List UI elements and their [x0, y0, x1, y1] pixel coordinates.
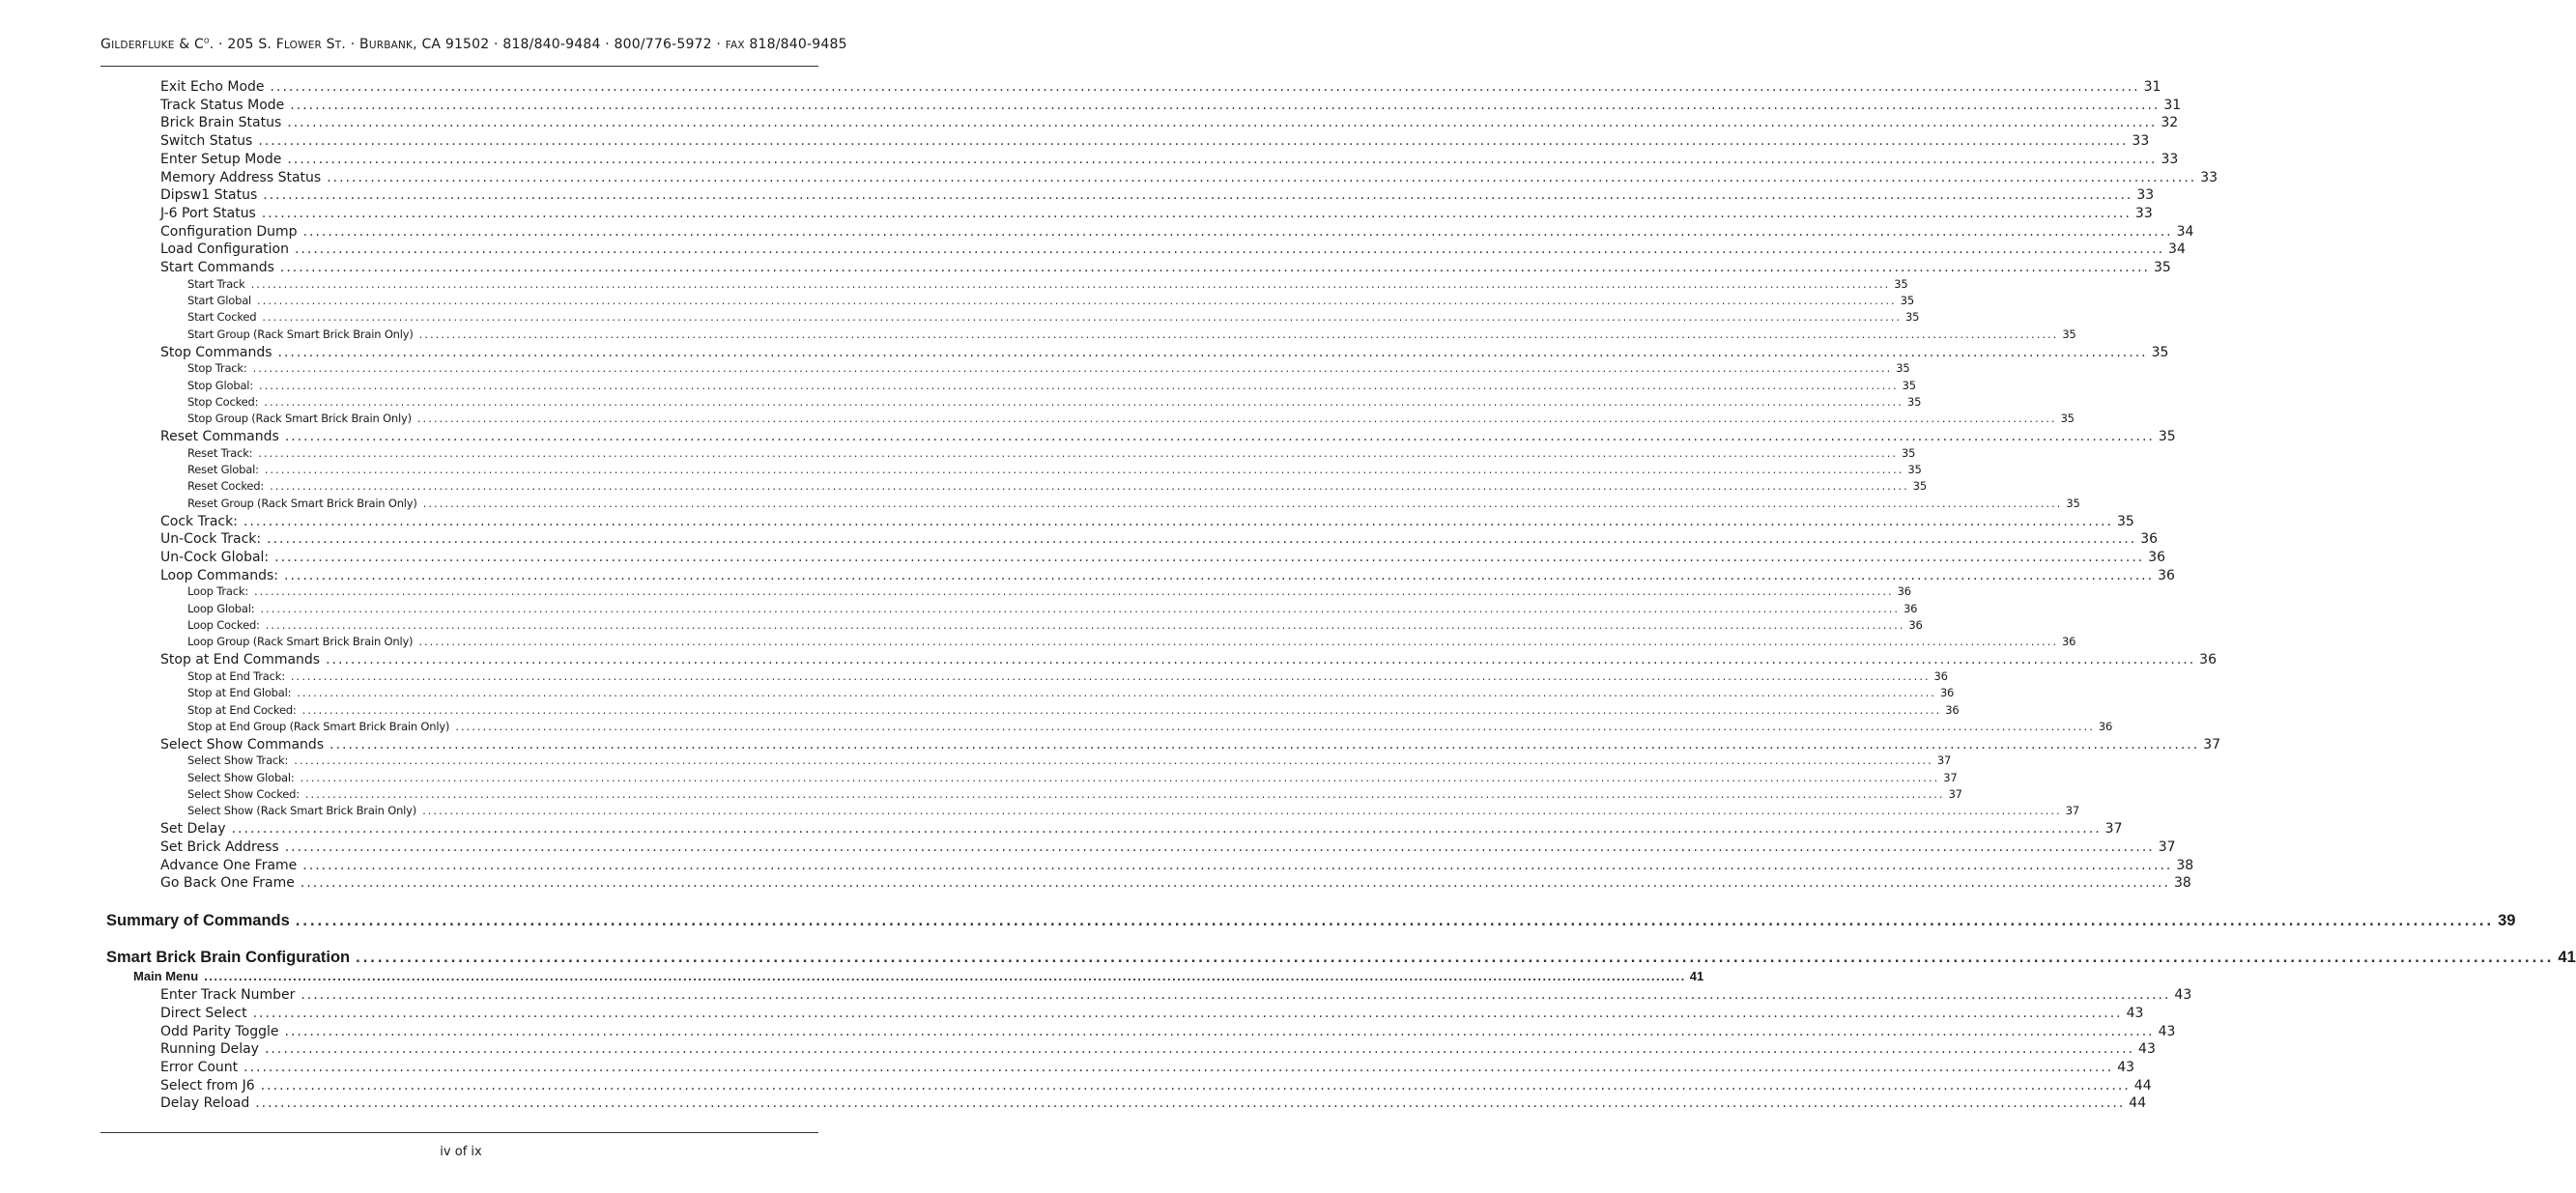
toc-entry-title: Configuration Dump — [160, 223, 298, 240]
header-divider — [100, 66, 818, 67]
toc-leader-dots: ............................................................................................................................................................................................................................................................................................................ — [356, 949, 2555, 967]
toc-entry[interactable] — [160, 1095, 2147, 1113]
toc-entry[interactable] — [160, 223, 2194, 241]
toc-entry-title: Select Show Commands — [160, 736, 325, 753]
toc-leader-dots: ............................................................................................................................................................................................................................................................................................................ — [287, 115, 2158, 131]
toc-entry[interactable] — [160, 115, 2179, 132]
toc-entry[interactable] — [106, 949, 2576, 970]
fax-number: 818/840-9485 — [744, 37, 847, 52]
toc-entry-page: 33 — [2134, 205, 2153, 221]
toc-entry[interactable] — [187, 668, 1948, 685]
header-separator: . · — [209, 37, 228, 52]
toc-entry-title: Stop Commands — [160, 344, 272, 360]
toc-entry[interactable] — [187, 702, 1960, 719]
company-initial: G — [100, 37, 112, 52]
toc-leader-dots: ............................................................................................................................................................................................................................................................................................................ — [250, 276, 1891, 291]
toc-entry[interactable] — [187, 327, 2076, 343]
toc-entry-page: 36 — [2148, 549, 2166, 565]
toc-leader-dots: ............................................................................................................................................................................................................................................................................................................ — [418, 635, 2058, 649]
toc-entry[interactable] — [160, 838, 2176, 857]
toc-leader-dots: ............................................................................................................................................................................................................................................................................................................ — [284, 1023, 2155, 1039]
toc-entry[interactable] — [187, 787, 1962, 803]
toc-leader-dots: ............................................................................................................................................................................................................................................................................................................ — [264, 394, 1903, 409]
toc-leader-dots: ............................................................................................................................................................................................................................................................................................................ — [277, 344, 2148, 360]
toc-entry-page: 33 — [2161, 151, 2179, 167]
toc-leader-dots: ............................................................................................................................................................................................................................................................................................................ — [290, 97, 2161, 113]
toc-leader-dots: ............................................................................................................................................................................................................................................................................................................ — [243, 513, 2114, 529]
toc-entry[interactable] — [187, 394, 1922, 411]
toc-entry-page: 35 — [1896, 361, 1910, 376]
toc-leader-dots: ............................................................................................................................................................................................................................................................................................................ — [302, 223, 2173, 240]
toc-leader-dots: ............................................................................................................................................................................................................................................................................................................ — [243, 1060, 2114, 1075]
toc-entry-page: 37 — [1943, 770, 1958, 784]
toc-entry[interactable] — [160, 205, 2153, 223]
state-zip-phones: , CA 91502 · 818/840-9484 · 800/776-5972 · — [413, 37, 726, 52]
company-ampersand: & — [174, 37, 195, 52]
toc-entry-page: 36 — [2199, 652, 2217, 668]
company-co-superscript: O — [204, 37, 210, 45]
toc-entry[interactable] — [187, 601, 1918, 617]
toc-entry[interactable] — [160, 821, 2123, 838]
toc-entry-page: 35 — [2151, 344, 2169, 360]
toc-entry-title: Set Delay — [160, 821, 226, 838]
street-name-smallcaps: LOWER — [283, 40, 323, 51]
toc-entry-page: 43 — [2158, 1023, 2176, 1039]
toc-entry-title: Select Show Track: — [187, 753, 289, 768]
toc-entry-page: 33 — [2200, 169, 2218, 185]
street-initial: F — [275, 37, 284, 52]
toc-entry-page: 37 — [2203, 736, 2221, 753]
footer-divider — [100, 1132, 818, 1133]
toc-leader-dots: ............................................................................................................................................................................................................................................................................................................ — [416, 412, 2057, 426]
toc-entry-title: Track Status Mode — [160, 97, 285, 113]
toc-entry[interactable] — [160, 133, 2150, 151]
toc-entry-page: 31 — [2143, 79, 2161, 95]
toc-entry[interactable] — [160, 531, 2159, 549]
toc-entry-title: Start Cocked — [187, 310, 257, 325]
toc-entry[interactable] — [187, 294, 1914, 309]
toc-entry-title: Reset Cocked: — [187, 479, 265, 494]
toc-entry[interactable] — [133, 969, 1704, 985]
toc-entry-title: Loop Cocked: — [187, 618, 260, 632]
toc-leader-dots: ............................................................................................................................................................................................................................................................................................................ — [327, 169, 2197, 185]
toc-entry-page: 36 — [1903, 601, 1918, 615]
toc-entry-page: 35 — [1894, 276, 1908, 291]
toc-entry-page: 39 — [2498, 912, 2516, 930]
toc-entry-title: Start Commands — [160, 260, 274, 275]
toc-leader-dots: ............................................................................................................................................................................................................................................................................................................ — [257, 294, 1897, 308]
toc-entry-title: Loop Global: — [187, 601, 255, 615]
toc-leader-dots: ............................................................................................................................................................................................................................................................................................................ — [258, 445, 1899, 460]
toc-entry-title: Odd Parity Toggle — [160, 1023, 279, 1039]
toc-leader-dots: ............................................................................................................................................................................................................................................................................................................ — [418, 327, 2059, 341]
toc-entry-title: Reset Commands — [160, 429, 279, 444]
toc-entry[interactable] — [187, 445, 1916, 462]
toc-entry-page: 36 — [1897, 584, 1911, 599]
toc-entry-title: Un-Cock Global: — [160, 549, 270, 565]
toc-entry-page: 36 — [2140, 531, 2159, 548]
toc-entry-title: Select Show Global: — [187, 770, 295, 784]
toc-leader-dots: ............................................................................................................................................................................................................................................................................................................ — [301, 987, 2171, 1004]
toc-entry[interactable] — [160, 344, 2169, 362]
toc-entry[interactable] — [160, 1005, 2144, 1023]
toc-entry-title: Load Configuration — [160, 241, 289, 258]
toc-entry[interactable] — [160, 1077, 2152, 1095]
toc-entry[interactable] — [187, 463, 1922, 478]
toc-entry[interactable] — [187, 635, 2076, 650]
toc-entry-page: 37 — [2158, 838, 2176, 855]
toc-entry-title: Cock Track: — [160, 513, 238, 529]
toc-entry[interactable] — [160, 429, 2176, 446]
toc-entry-title: Stop Global: — [187, 378, 253, 392]
toc-leader-dots: ............................................................................................................................................................................................................................................................................................................ — [287, 151, 2158, 167]
toc-leader-dots: ............................................................................................................................................................................................................................................................................................................ — [455, 719, 2095, 733]
toc-entry[interactable] — [187, 361, 1910, 377]
page-header — [100, 37, 847, 52]
toc-entry-title: Loop Group (Rack Smart Brick Brain Only) — [187, 635, 414, 649]
toc-entry-title: Select Show (Rack Smart Brick Brain Only) — [187, 804, 417, 818]
toc-entry[interactable] — [187, 804, 2079, 819]
page-number: iv of ix — [440, 1145, 482, 1159]
toc-entry[interactable] — [160, 1041, 2156, 1059]
toc-entry-title: Memory Address Status — [160, 169, 322, 185]
toc-leader-dots: ............................................................................................................................................................................................................................................................................................................ — [302, 857, 2173, 873]
toc-entry-title: Stop at End Group (Rack Smart Brick Brain Only) — [187, 719, 450, 733]
toc-leader-dots: ............................................................................................................................................................................................................................................................................................................ — [284, 567, 2155, 583]
toc-entry-title: Delay Reload — [160, 1095, 250, 1112]
toc-entry-title: Stop at End Commands — [160, 652, 321, 668]
toc-leader-dots: ............................................................................................................................................................................................................................................................................................................ — [261, 205, 2132, 221]
toc-entry-page: 36 — [2062, 635, 2076, 649]
toc-entry-title: Reset Track: — [187, 445, 253, 460]
toc-entry-page: 36 — [2098, 719, 2113, 733]
toc-entry-title: Advance One Frame — [160, 857, 298, 873]
toc-entry[interactable] — [187, 310, 1920, 326]
toc-entry[interactable] — [187, 276, 1908, 293]
city-name-smallcaps: URBANK — [368, 40, 414, 51]
toc-entry-page: 34 — [2168, 241, 2186, 258]
toc-entry-title: Un-Cock Track: — [160, 531, 262, 548]
toc-leader-dots: ............................................................................................................................................................................................................................................................................................................ — [304, 787, 1945, 801]
toc-entry-page: 37 — [1948, 787, 1962, 801]
toc-entry-page: 35 — [2117, 513, 2134, 529]
toc-entry-page: 33 — [2132, 133, 2150, 150]
toc-leader-dots: ............................................................................................................................................................................................................................................................................................................ — [270, 79, 2140, 95]
toc-leader-dots: ............................................................................................................................................................................................................................................................................................................ — [329, 736, 2200, 753]
toc-entry-title: Summary of Commands — [106, 912, 290, 930]
toc-entry-title: Direct Select — [160, 1005, 247, 1021]
company-name-smallcaps: ILDERFLUKE — [111, 40, 175, 51]
toc-leader-dots: ............................................................................................................................................................................................................................................................................................................ — [290, 668, 1931, 683]
toc-entry[interactable] — [160, 513, 2134, 531]
toc-entry-page: 36 — [1933, 668, 1948, 683]
toc-entry-page: 36 — [1945, 702, 1960, 717]
toc-leader-dots: ............................................................................................................................................................................................................................................................................................................ — [284, 429, 2155, 444]
toc-leader-dots: ............................................................................................................................................................................................................................................................................................................ — [279, 260, 2150, 275]
toc-entry-page: 43 — [2174, 987, 2192, 1004]
toc-leader-dots: ............................................................................................................................................................................................................................................................................................................ — [300, 770, 1940, 784]
toc-leader-dots: ............................................................................................................................................................................................................................................................................................................ — [294, 241, 2165, 258]
toc-leader-dots: ............................................................................................................................................................................................................................................................................................................ — [301, 702, 1942, 717]
toc-entry-page: 33 — [2136, 187, 2155, 204]
toc-leader-dots: ............................................................................................................................................................................................................................................................................................................ — [264, 463, 1904, 477]
street-suffix-initial: S — [322, 37, 335, 52]
toc-entry-title: Loop Commands: — [160, 567, 278, 583]
toc-entry-title: Set Brick Address — [160, 838, 279, 855]
toc-entry-title: Stop Group (Rack Smart Brick Brain Only) — [187, 412, 412, 426]
toc-entry[interactable] — [160, 987, 2192, 1005]
toc-entry[interactable] — [160, 652, 2217, 669]
toc-entry[interactable] — [187, 496, 2080, 512]
toc-entry-page: 36 — [1939, 686, 1955, 700]
toc-entry-page: 35 — [2060, 412, 2075, 426]
toc-entry-page: 35 — [2153, 260, 2171, 275]
toc-leader-dots: ............................................................................................................................................................................................................................................................................................................ — [270, 479, 1909, 494]
toc-entry[interactable] — [187, 584, 1911, 600]
toc-entry-page: 38 — [2176, 857, 2194, 873]
toc-leader-dots: ............................................................................................................................................................................................................................................................................................................ — [300, 875, 2170, 892]
toc-entry-title: Smart Brick Brain Configuration — [106, 949, 351, 967]
toc-entry-page: 41 — [1689, 969, 1704, 984]
toc-leader-dots: ............................................................................................................................................................................................................................................................................................................ — [262, 310, 1903, 325]
toc-entry-page: 34 — [2176, 223, 2194, 240]
toc-entry-title: Stop at End Cocked: — [187, 702, 297, 717]
toc-entry-title: Reset Group (Rack Smart Brick Brain Only) — [187, 496, 417, 510]
toc-leader-dots: ............................................................................................................................................................................................................................................................................................................ — [422, 496, 2063, 510]
toc-leader-dots: ............................................................................................................................................................................................................................................................................................................ — [274, 549, 2145, 565]
toc-entry-page: 35 — [1912, 479, 1927, 494]
toc-leader-dots: ............................................................................................................................................................................................................................................................................................................ — [255, 1095, 2126, 1112]
toc-entry-title: Stop at End Global: — [187, 686, 292, 700]
toc-entry-page: 35 — [1900, 294, 1914, 308]
toc-leader-dots: ............................................................................................................................................................................................................................................................................................................ — [294, 753, 1933, 768]
toc-entry[interactable] — [160, 1060, 2135, 1077]
toc-leader-dots: ............................................................................................................................................................................................................................................................................................................ — [326, 652, 2196, 668]
toc-leader-dots: ............................................................................................................................................................................................................................................................................................................ — [204, 969, 1686, 984]
toc-entry[interactable] — [160, 549, 2166, 567]
header-separator-2: . · — [341, 37, 360, 52]
toc-entry[interactable] — [160, 736, 2221, 754]
toc-entry[interactable] — [187, 479, 1927, 495]
toc-entry-title: Dipsw1 Status — [160, 187, 258, 204]
toc-entry[interactable] — [160, 169, 2218, 187]
toc-entry-page: 32 — [2161, 115, 2179, 131]
toc-entry-title: Start Track — [187, 276, 245, 291]
toc-leader-dots: ............................................................................................................................................................................................................................................................................................................ — [252, 1005, 2123, 1021]
toc-entry-page: 43 — [2126, 1005, 2144, 1021]
toc-entry-title: Go Back One Frame — [160, 875, 295, 892]
toc-leader-dots: ............................................................................................................................................................................................................................................................................................................ — [252, 361, 1893, 376]
toc-entry-title: Stop Cocked: — [187, 394, 259, 409]
toc-entry[interactable] — [160, 1023, 2176, 1041]
toc-entry-page: 41 — [2558, 949, 2576, 967]
street-suffix-smallcaps: T — [334, 40, 342, 51]
toc-leader-dots: ............................................................................................................................................................................................................................................................................................................ — [263, 187, 2133, 204]
fax-label: FAX — [725, 40, 745, 51]
toc-entry[interactable] — [160, 187, 2155, 205]
toc-entry-title: Main Menu — [133, 969, 199, 984]
toc-leader-dots: ............................................................................................................................................................................................................................................................................................................ — [422, 804, 2062, 818]
toc-leader-dots: ............................................................................................................................................................................................................................................................................................................ — [297, 686, 1936, 700]
toc-entry[interactable] — [160, 79, 2161, 97]
toc-leader-dots: ............................................................................................................................................................................................................................................................................................................ — [295, 912, 2495, 930]
toc-entry-title: Stop Track: — [187, 361, 247, 376]
toc-leader-dots: ............................................................................................................................................................................................................................................................................................................ — [254, 584, 1894, 599]
toc-entry-page: 35 — [2158, 429, 2176, 444]
toc-entry-page: 35 — [2066, 496, 2080, 510]
toc-entry-title: Start Global — [187, 294, 252, 308]
toc-entry[interactable] — [187, 770, 1958, 786]
toc-entry[interactable] — [187, 618, 1923, 634]
toc-entry-page: 31 — [2163, 97, 2182, 113]
toc-entry-title: Switch Status — [160, 133, 253, 150]
toc-entry[interactable] — [160, 97, 2182, 115]
city-initial: B — [359, 37, 369, 52]
toc-entry-title: Exit Echo Mode — [160, 79, 265, 95]
toc-leader-dots: ............................................................................................................................................................................................................................................................................................................ — [260, 1077, 2131, 1094]
toc-entry-page: 35 — [1902, 378, 1916, 392]
toc-entry[interactable] — [160, 241, 2186, 259]
toc-leader-dots: ............................................................................................................................................................................................................................................................................................................ — [264, 1041, 2135, 1058]
toc-entry[interactable] — [160, 857, 2194, 875]
toc-leader-dots: ............................................................................................................................................................................................................................................................................................................ — [260, 601, 1901, 615]
toc-leader-dots: ............................................................................................................................................................................................................................................................................................................ — [265, 618, 1905, 632]
toc-leader-dots: ............................................................................................................................................................................................................................................................................................................ — [284, 838, 2155, 855]
toc-entry-page: 36 — [2158, 567, 2175, 583]
toc-leader-dots: ............................................................................................................................................................................................................................................................................................................ — [267, 531, 2137, 548]
toc-entry-title: J-6 Port Status — [160, 205, 256, 221]
toc-entry[interactable] — [160, 151, 2179, 169]
toc-entry-title: Brick Brain Status — [160, 115, 282, 131]
toc-entry[interactable] — [187, 719, 2113, 735]
toc-entry[interactable] — [160, 260, 2171, 277]
toc-entry[interactable] — [106, 912, 2516, 933]
toc-entry-page: 35 — [1907, 463, 1922, 477]
toc-entry-title: Select Show Cocked: — [187, 787, 300, 801]
toc-entry[interactable] — [187, 686, 1955, 701]
address-number: 205 S. — [227, 37, 276, 52]
toc-entry-title: Running Delay — [160, 1041, 259, 1058]
toc-entry-page: 43 — [2117, 1060, 2135, 1075]
toc-entry-title: Stop at End Track: — [187, 668, 285, 683]
toc-entry-page: 35 — [1906, 394, 1922, 409]
toc-entry-page: 37 — [1936, 753, 1952, 768]
company-co: C — [194, 37, 205, 52]
toc-entry[interactable] — [160, 875, 2191, 893]
toc-entry[interactable] — [187, 753, 1952, 769]
toc-entry-page: 36 — [1908, 618, 1923, 632]
toc-entry-page: 37 — [2104, 821, 2123, 838]
toc-entry[interactable] — [187, 378, 1916, 394]
toc-entry-page: 38 — [2173, 875, 2191, 892]
toc-entry-title: Enter Track Number — [160, 987, 296, 1004]
toc-entry-title: Start Group (Rack Smart Brick Brain Only) — [187, 327, 414, 341]
toc-entry-page: 35 — [1905, 310, 1920, 325]
toc-entry-title: Reset Global: — [187, 463, 259, 477]
toc-entry-title: Error Count — [160, 1060, 239, 1075]
toc-entry-page: 35 — [1902, 445, 1916, 460]
toc-entry-page: 44 — [2133, 1077, 2152, 1094]
toc-entry[interactable] — [187, 412, 2075, 427]
toc-entry-page: 44 — [2129, 1095, 2147, 1112]
toc-leader-dots: ............................................................................................................................................................................................................................................................................................................ — [231, 821, 2102, 838]
toc-entry-page: 37 — [2065, 804, 2079, 818]
toc-leader-dots: ............................................................................................................................................................................................................................................................................................................ — [258, 133, 2129, 150]
toc-entry-title: Select from J6 — [160, 1077, 255, 1094]
toc-entry[interactable] — [160, 567, 2175, 585]
toc-entry-title: Enter Setup Mode — [160, 151, 282, 167]
toc-entry-title: Loop Track: — [187, 584, 248, 599]
toc-entry-page: 43 — [2138, 1041, 2156, 1058]
toc-leader-dots: ............................................................................................................................................................................................................................................................................................................ — [258, 378, 1899, 392]
toc-entry-page: 35 — [2062, 327, 2076, 341]
